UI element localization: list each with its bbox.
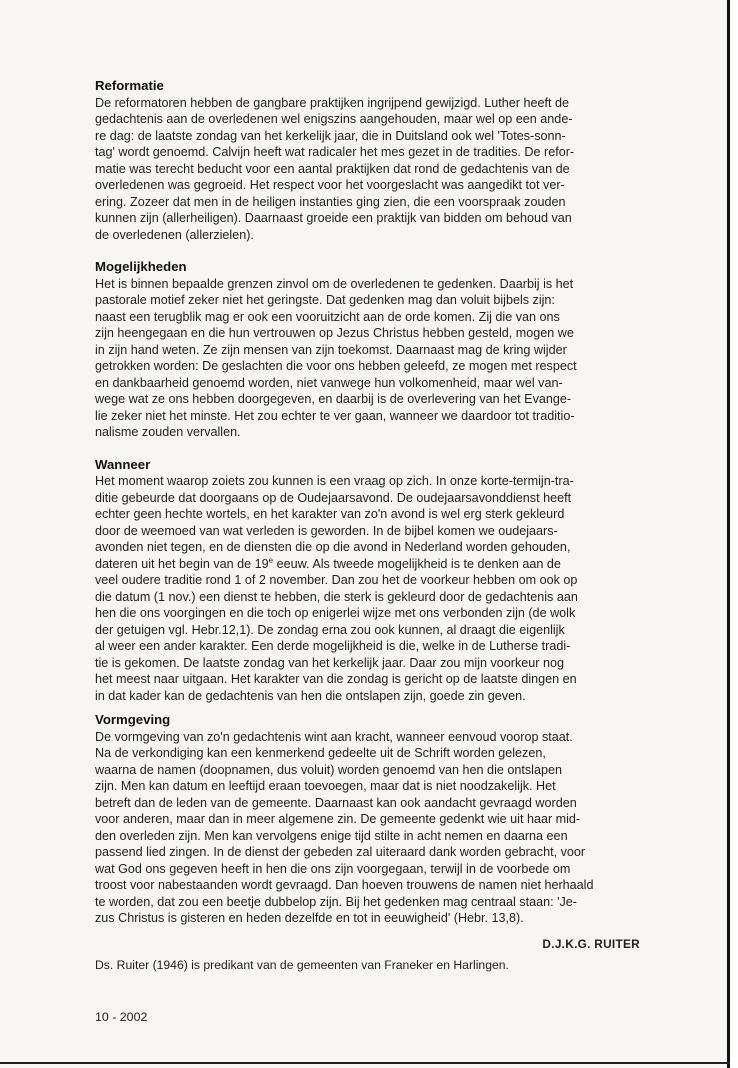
- text-line: het meest naar uitgaan. Het karakter van die zondag is gericht op de laatste dingen en: [95, 672, 577, 686]
- section-heading: Mogelijkheden: [95, 259, 187, 274]
- text-line: den overleden zijn. Men kan vervolgens enige tijd stilte in acht nemen en daarna een: [95, 828, 568, 843]
- text-line: al weer een ander karakter. Een derde mogelijkheid is die, welke in de Lutherse tradi-: [95, 639, 571, 653]
- text-line: De reformatoren hebben de gangbare praktijken ingrijpend gewijzigd. Luther heeft de: [95, 95, 569, 110]
- text-line: De vormgeving van zo'n gedachtenis wint aan kracht, wanneer eenvoud voorop staat.: [95, 729, 573, 744]
- text-line: hen die ons voorgingen en die toch op enigerlei wijze met ons verbonden zijn (de wolk: [95, 606, 576, 620]
- text-line: die datum (1 nov.) een dienst te hebben, die sterk is gekleurd door de gedachtenis aan: [95, 589, 578, 604]
- text-line: gedachtenis aan de overledenen wel enigszins aangehouden, maar wel op een ande-: [95, 112, 573, 126]
- text-line: tag' wordt genoemd. Calvijn heeft wat radicaler het mes gezet in de tradities. De refor-: [95, 145, 575, 159]
- section-heading: Vormgeving: [95, 712, 171, 727]
- section-paragraph: [95, 473, 640, 704]
- text-line: dateren uit het begin van de 19e eeuw. Als tweede mogelijkheid is te denken aan de: [95, 555, 561, 571]
- text-line: matie was terecht beducht voor een aantal praktijken dat rond de gedachtenis van de: [95, 161, 570, 176]
- author-bio: Ds. Ruiter (1946) is predikant van de gemeenten van Franeker en Harlingen.: [95, 957, 509, 972]
- text-line: ering. Zozeer dat men in de heiligen instanties ging zien, die een voorspraak zouden: [95, 194, 566, 209]
- page-edge-bottom: [0, 1062, 730, 1064]
- text-line: veel oudere traditie rond 1 of 2 november. Dan zou het de voorkeur hebben om ook op: [95, 573, 578, 587]
- text-line: avonden niet tegen, en de diensten die op die avond in Nederland worden gehouden,: [95, 540, 571, 554]
- text-line: waarna de namen (doopnamen, dus voluit) worden genoemd van hen die ontslapen: [95, 762, 562, 777]
- text-line: zijn. Men kan datum en leeftijd eraan toevoegen, maar dat is niet noodzakelijk. Het: [95, 779, 556, 793]
- text-line: voor anderen, maar dan in meer algemene zin. De gemeente gedenkt wie uit haar mid-: [95, 812, 581, 826]
- page-number: 10 - 2002: [95, 1009, 148, 1024]
- text-line: overledenen was gegroeid. Het respect voor het voorgeslacht was aangedikt tot ver-: [95, 178, 565, 192]
- text-line: re dag: de laatste zondag van het kerkelijk jaar, die in Duitsland ook wel 'Totes-sonn-: [95, 128, 566, 143]
- section-heading: Reformatie: [95, 78, 164, 93]
- author-signature: D.J.K.G. RUITER: [542, 936, 640, 951]
- text-line: der getuigen vgl. Hebr.12,1). De zondag erna zou ook kunnen, al draagt die eigenlijk: [95, 622, 565, 637]
- text-line: troost voor nabestaanden wordt gevraagd. Dan hoeven trouwens de namen niet herhaald: [95, 878, 594, 892]
- text-line: nalisme zouden vervallen.: [95, 425, 241, 439]
- text-line: in dat kader kan de gedachtenis van hen die ontslapen zijn, goede zin geven.: [95, 688, 526, 703]
- text-line: lie zeker niet het minste. Het zou echter te ver gaan, wanneer we daardoor tot traditio-: [95, 408, 575, 423]
- text-line: kunnen zijn (allerheiligen). Daarnaast groeide een praktijk van bidden om behoud van: [95, 211, 572, 225]
- text-line: tie is gekomen. De laatste zondag van het kerkelijk jaar. Daar zou mijn voorkeur nog: [95, 655, 565, 670]
- section-heading: Wanneer: [95, 456, 151, 472]
- section-wanneer: [95, 457, 640, 705]
- text-line: naast een terugblik mag er ook een vooruitzicht aan de orde komen. Zij die van ons: [95, 309, 560, 324]
- text-line: en dankbaarheid genoemd worden, niet vanwege hun volkomenheid, maar wel van-: [95, 375, 563, 390]
- text-line: ditie gebeurde dat doorgaans op de Oudejaarsavond. De oudejaarsavonddienst heeft: [95, 490, 572, 505]
- text-line: getrokken worden: De geslachten die voor ons hebben geleefd, ze mogen met respect: [95, 359, 577, 373]
- section-paragraph: [95, 95, 640, 244]
- page-edge-right: [727, 0, 730, 1068]
- text-line: wat God ons gegeven heeft in hen die ons zijn voorgegaan, terwijl in de voorbede om: [95, 861, 571, 876]
- text-line: Het is binnen bepaalde grenzen zinvol om de overledenen te gedenken. Daarbij is het: [95, 276, 574, 291]
- text-line: zijn heengegaan en die hun vertrouwen op Jezus Christus hebben gesteld, mogen we: [95, 326, 574, 340]
- text-line: in zijn hand weten. Ze zijn mensen van zijn toekomst. Daarnaast mag de kring wijder: [95, 342, 567, 357]
- text-line: wege wat ze ons hebben doorgegeven, en daarbij is de overlevering van het Evange-: [95, 392, 572, 406]
- section-reformatie: [95, 78, 640, 243]
- section-paragraph: [95, 729, 640, 927]
- article-body: [95, 78, 640, 1024]
- section-vormgeving: [95, 712, 640, 927]
- section-mogelijkheden: [95, 259, 640, 441]
- text-line: echter geen hechte wortels, en het karakter van zo'n avond is wel erg sterk gekleurd: [95, 507, 565, 521]
- text-line: de overledenen (allerzielen).: [95, 227, 254, 242]
- text-line: pastorale motief zeker niet het geringste. Dat gedenken mag dan voluit bijbels zijn:: [95, 293, 555, 307]
- text-line: door de weemoed van wat verleden is geworden. In de bijbel komen we oudejaars-: [95, 523, 558, 538]
- text-line: Het moment waarop zoiets zou kunnen is een vraag op zich. In onze korte-termijn-tra-: [95, 474, 574, 488]
- text-line: betreft dan de leden van de gemeente. Daarnaast kan ook aandacht gevraagd worden: [95, 795, 577, 810]
- text-line: passend lied zingen. In de dienst der gebeden zal uiteraard dank worden gebracht, voor: [95, 845, 586, 859]
- section-paragraph: [95, 276, 640, 441]
- text-line: zus Christus is gisteren en heden dezelfde en tot in eeuwigheid' (Hebr. 13,8).: [95, 911, 524, 925]
- text-line: Na de verkondiging kan een kenmerkend gedeelte uit de Schrift worden gelezen,: [95, 746, 546, 760]
- text-line: te worden, dat zou een beetje dubbelop zijn. Bij het gedenken mag centraal staan: 'Je-: [95, 894, 577, 909]
